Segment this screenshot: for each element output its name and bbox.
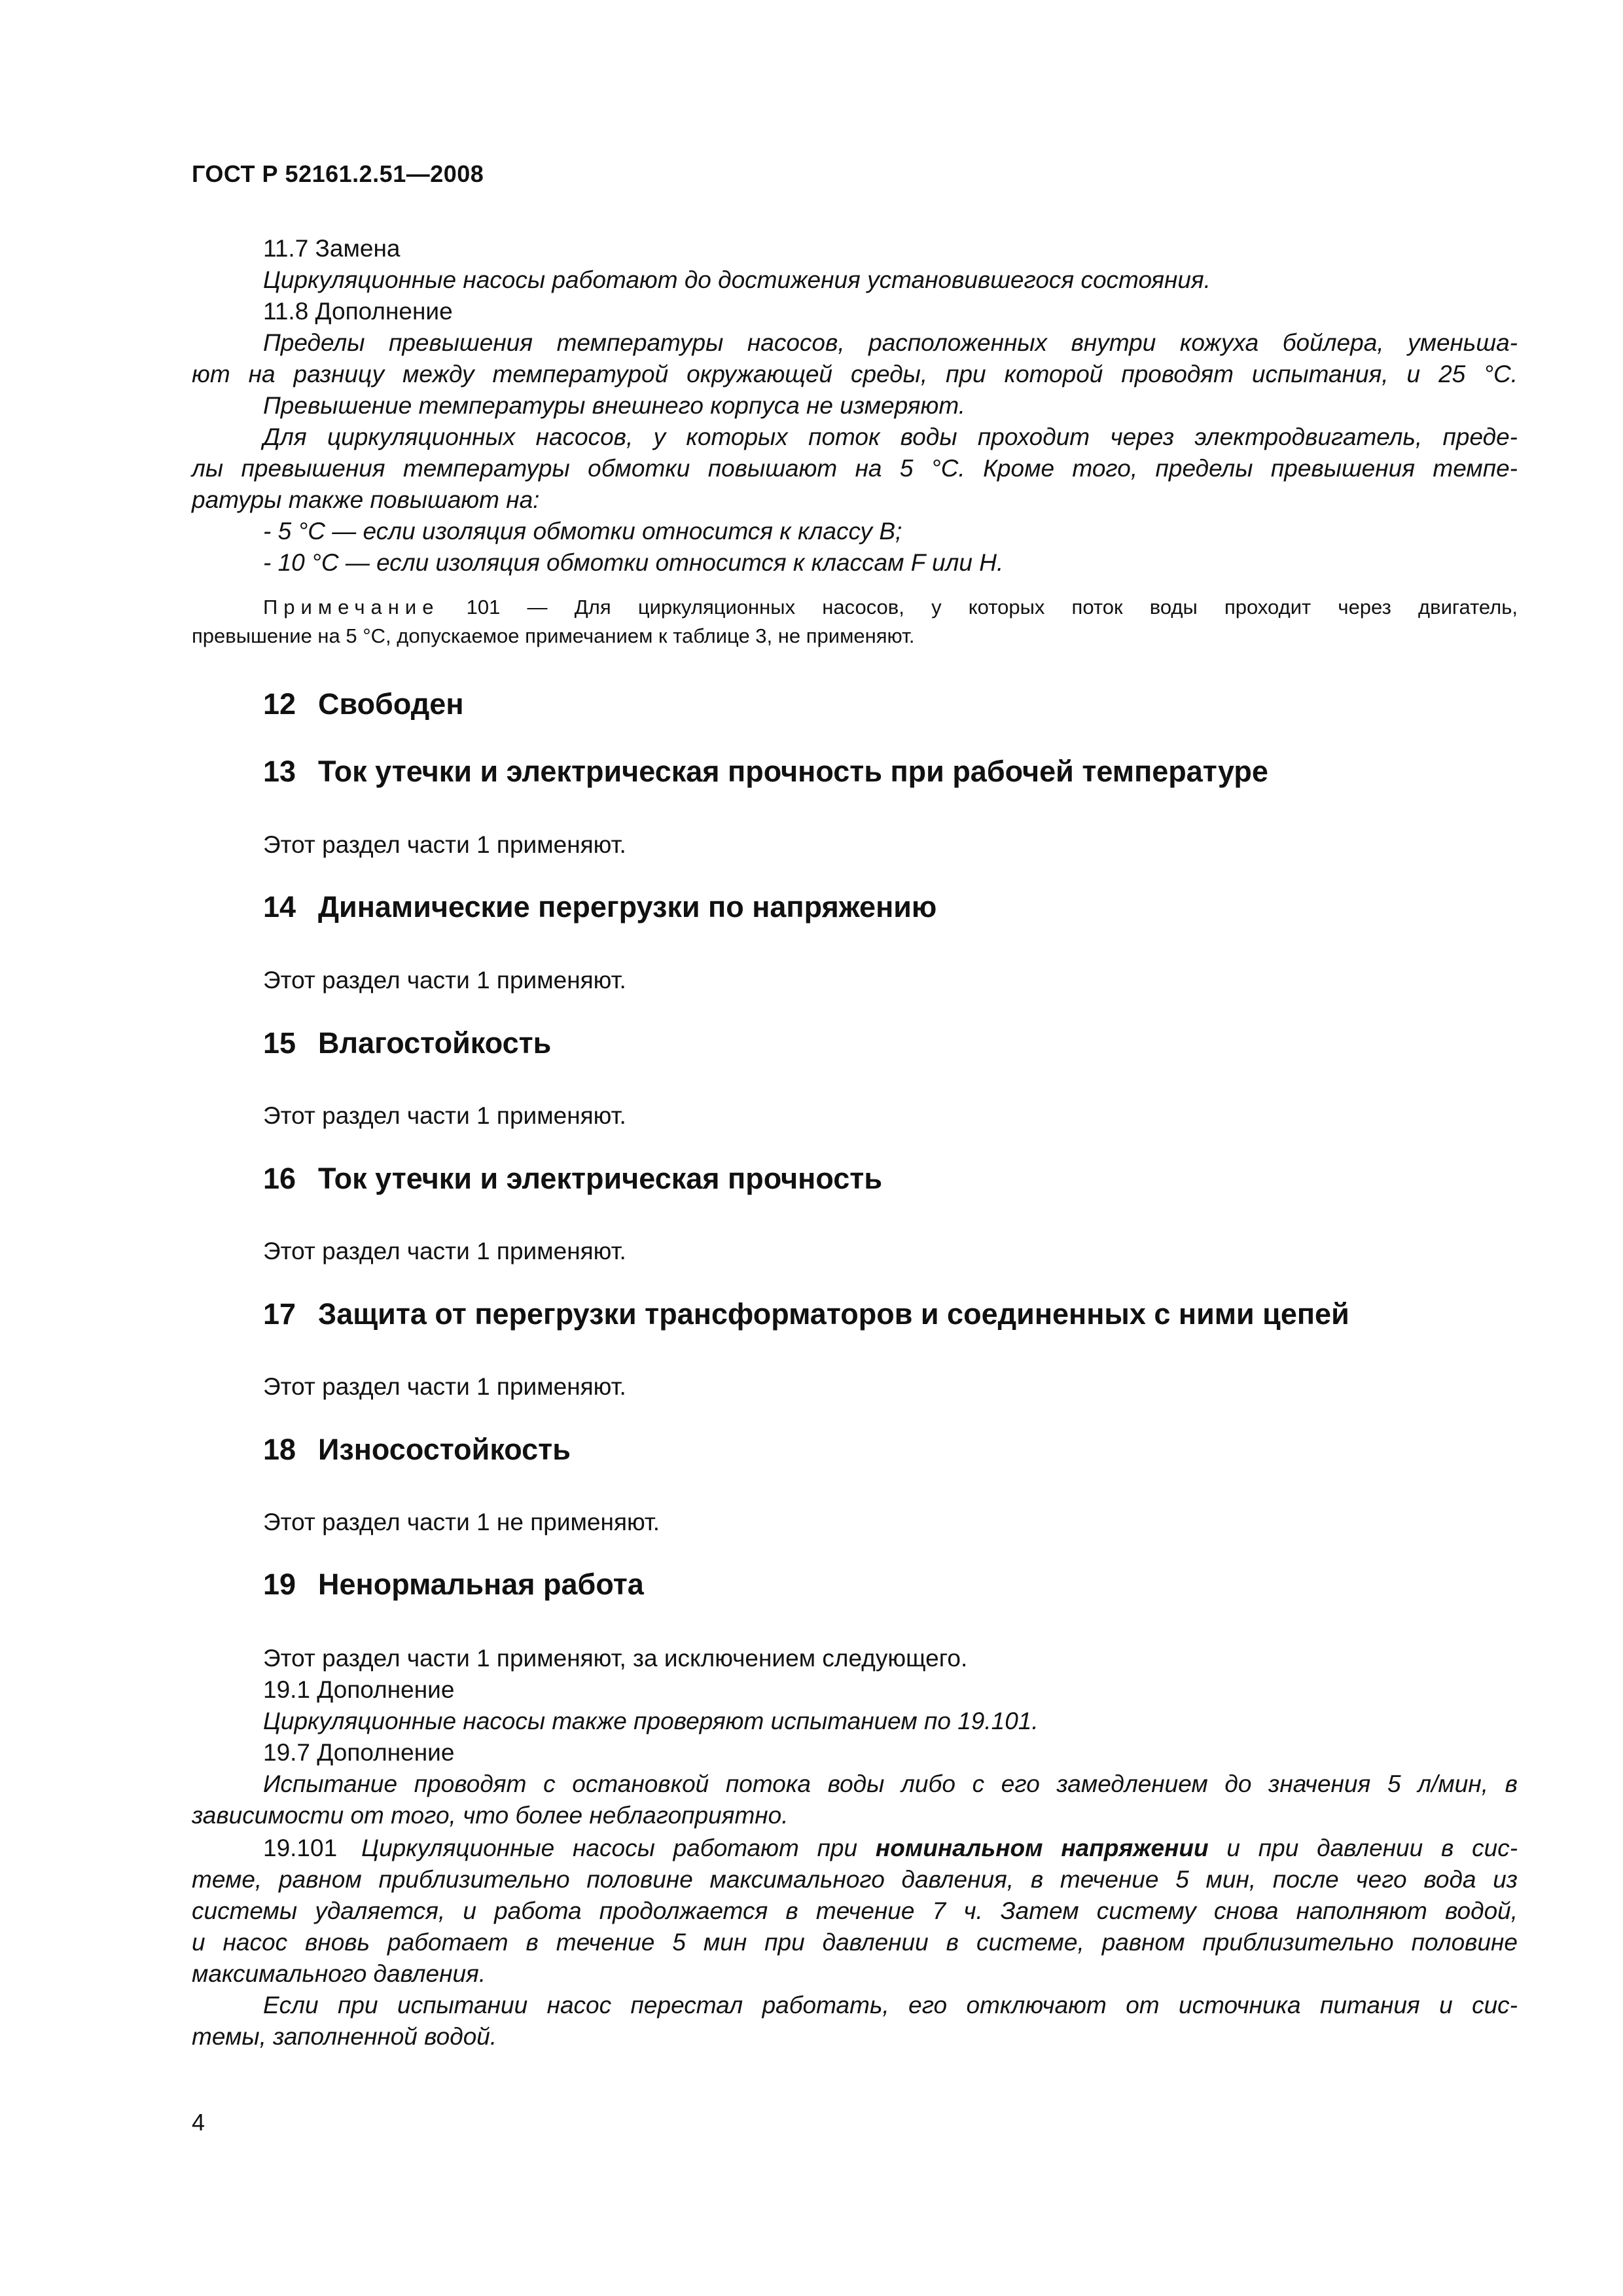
clause-11-8-p3-line1: Для циркуляционных насосов, у которых поток воды проходит через электродвигатель, преде-: [263, 423, 1518, 450]
section-15-text: Этот раздел части 1 применяют.: [263, 1102, 626, 1129]
running-header: ГОСТ Р 52161.2.51—2008: [192, 160, 484, 187]
section-17-text: Этот раздел части 1 применяют.: [263, 1373, 626, 1400]
note-line1: [263, 592, 1518, 623]
clause-19-7-line1: Испытание проводят с остановкой потока воды либо с его замедлением до значения 5 л/мин, в: [263, 1770, 1518, 1797]
section-title: Динамические перегрузки по напряжению: [318, 890, 937, 924]
clause-11-7-title: 11.7 Замена: [263, 235, 401, 262]
clause-11-8-p3-line3: ратуры также повышают на:: [192, 486, 540, 513]
section-18-heading: [263, 1433, 571, 1467]
clause-19-7-line2: зависимости от того, что более неблагоприятно.: [192, 1802, 789, 1829]
section-number: 18: [263, 1433, 296, 1466]
section-title: Свободен: [318, 687, 464, 721]
section-13-heading: [263, 755, 1268, 789]
clause-11-8-p1-line1: Пределы превышения температуры насосов, расположенных внутри кожуха бойлера, уменьша-: [263, 329, 1518, 356]
emphasis-rated-voltage: номинальном напряжении: [875, 1835, 1209, 1861]
section-number: 14: [263, 890, 296, 924]
list-item-class-b: - 5 °С — если изоляция обмотки относится к классу В;: [263, 518, 902, 545]
section-title: Ненормальная работа: [318, 1568, 644, 1601]
section-18-text: Этот раздел части 1 не применяют.: [263, 1509, 660, 1535]
clause-19-101-line2: теме, равном приблизительно половине максимального давления, в течение 5 мин, после чего вода из: [192, 1866, 1518, 1893]
section-number: 17: [263, 1297, 296, 1331]
clause-19-101-p2-line2: темы, заполненной водой.: [192, 2023, 497, 2050]
clause-19-101-line1: [263, 1833, 1518, 1864]
clause-19-101-line4: и насос вновь работает в течение 5 мин при давлении в системе, равном приблизительно половине: [192, 1929, 1518, 1956]
section-19-heading: [263, 1568, 644, 1602]
clause-19-101-text-b: и при давлении в сис-: [1226, 1835, 1518, 1861]
clause-19-101-line3: системы удаляется, и работа продолжается в течение 7 ч. Затем систему снова наполняют водой,: [192, 1897, 1518, 1924]
clause-19-1-title: 19.1 Дополнение: [263, 1676, 455, 1703]
section-number: 13: [263, 755, 296, 788]
clause-11-8-title: 11.8 Дополнение: [263, 298, 453, 325]
clause-19-101-p2-line1: Если при испытании насос перестал работать, его отключают от источника питания и сис-: [263, 1992, 1518, 2018]
section-number: 15: [263, 1026, 296, 1060]
section-14-heading: [263, 890, 936, 924]
note-line2: превышение на 5 °С, допускаемое примечанием к таблице 3, не применяют.: [192, 624, 915, 647]
clause-19-1-text: Циркуляционные насосы также проверяют испытанием по 19.101.: [263, 1708, 1039, 1734]
note-text-line1: 101 — Для циркуляционных насосов, у которых поток воды проходит через двигатель,: [466, 596, 1518, 619]
clause-19-101-text-a: Циркуляционные насосы работают при: [361, 1835, 858, 1861]
section-15-heading: [263, 1026, 551, 1060]
section-title: Износостойкость: [318, 1433, 571, 1466]
note-label: Примечание: [263, 596, 440, 619]
section-number: 19: [263, 1568, 296, 1601]
section-number: 12: [263, 687, 296, 721]
section-title: Ток утечки и электрическая прочность при рабочей температуре: [318, 755, 1268, 788]
list-item-class-f-h: - 10 °С — если изоляция обмотки относится к классам F или Н.: [263, 549, 1004, 576]
section-number: 16: [263, 1162, 296, 1195]
clause-11-8-p3-line2: лы превышения температуры обмотки повышают на 5 °С. Кроме того, пределы превышения темпе-: [192, 455, 1518, 482]
section-16-text: Этот раздел части 1 применяют.: [263, 1238, 626, 1265]
section-title: Защита от перегрузки трансформаторов и соединенных с ними цепей: [318, 1297, 1349, 1331]
section-13-text: Этот раздел части 1 применяют.: [263, 831, 626, 858]
clause-11-8-p1-line2: ют на разницу между температурой окружающей среды, при которой проводят испытания, и 25 °С.: [192, 361, 1518, 387]
section-17-heading: [263, 1297, 1349, 1331]
section-19-text: Этот раздел части 1 применяют, за исключением следующего.: [263, 1645, 968, 1672]
clause-19-7-title: 19.7 Дополнение: [263, 1739, 455, 1766]
section-title: Влагостойкость: [318, 1026, 552, 1060]
clause-11-7-text: Циркуляционные насосы работают до достижения установившегося состояния.: [263, 266, 1211, 293]
clause-11-8-p2: Превышение температуры внешнего корпуса не измеряют.: [263, 392, 966, 419]
clause-19-101-line5: максимального давления.: [192, 1960, 486, 1987]
section-14-text: Этот раздел части 1 применяют.: [263, 967, 626, 994]
clause-number: 19.101: [263, 1835, 338, 1861]
section-12-heading: [263, 687, 464, 721]
page-number: 4: [192, 2109, 205, 2136]
section-title: Ток утечки и электрическая прочность: [318, 1162, 882, 1195]
section-16-heading: [263, 1162, 882, 1196]
